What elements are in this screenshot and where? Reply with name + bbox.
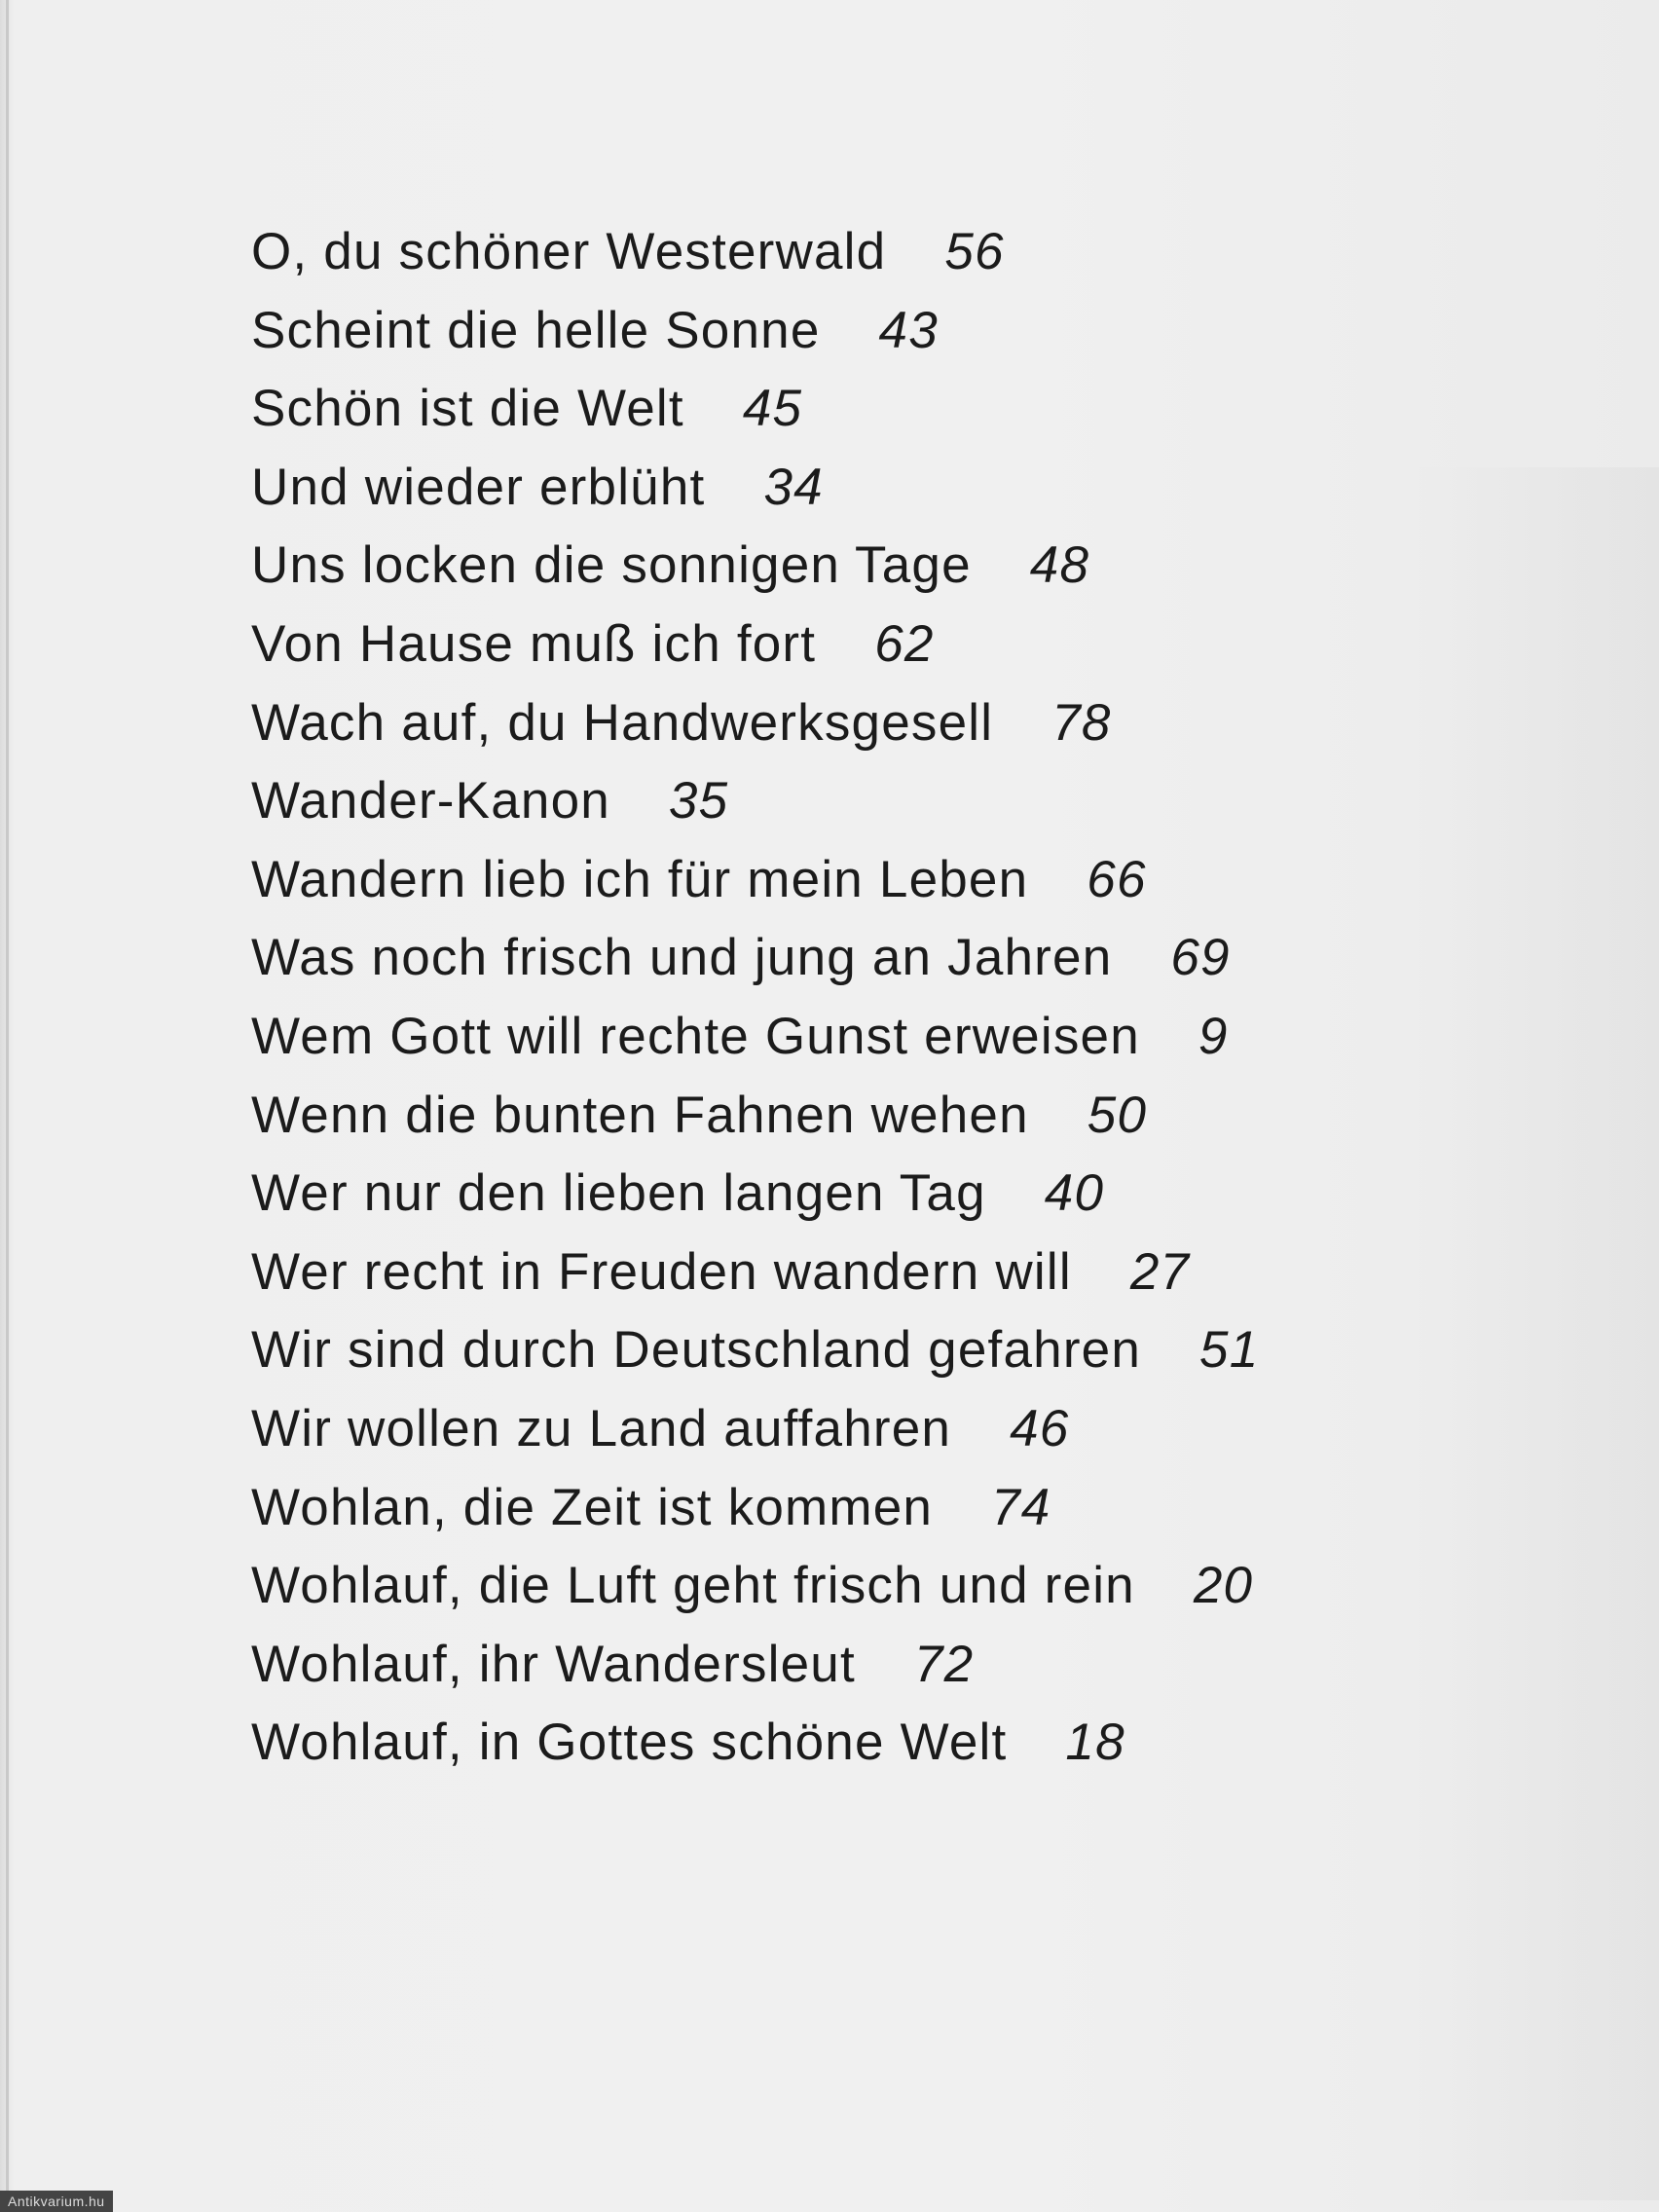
entry-page-number: 34 [763,458,824,516]
toc-entry [251,606,1259,684]
entry-title: Wohlan, die Zeit ist kommen [251,1478,934,1536]
toc-entry [251,449,1259,528]
entry-page-number: 72 [913,1635,975,1693]
toc-entry [251,292,1259,371]
toc-entry [251,1077,1259,1156]
entry-page-number: 9 [1198,1007,1229,1065]
toc-entry [251,841,1259,920]
toc-entry [251,1390,1259,1469]
toc-entry [251,1234,1259,1312]
entry-page-number: 40 [1044,1164,1105,1223]
entry-title: Wohlauf, ihr Wandersleut [251,1635,856,1693]
page-edge [6,0,9,2212]
entry-title: Scheint die helle Sonne [251,301,821,359]
entry-title: Uns locken die sonnigen Tage [251,536,972,595]
entry-page-number: 35 [668,772,729,830]
entry-page-number: 74 [991,1478,1051,1536]
toc-entry [251,998,1259,1077]
entry-page-number: 78 [1051,693,1112,752]
entry-title: Von Hause muß ich fort [251,614,817,673]
entry-title: Wohlauf, die Luft geht frisch und rein [251,1557,1135,1615]
toc-entry [251,684,1259,763]
entry-title: Schön ist die Welt [251,380,684,438]
entry-title: Wir wollen zu Land auffahren [251,1399,952,1457]
entry-page-number: 56 [944,223,1005,280]
toc-entry [251,370,1259,449]
entry-title: Wandern lieb ich für mein Leben [251,850,1029,908]
entry-page-number: 45 [742,380,803,438]
toc-entry [251,527,1259,606]
watermark-label: Antikvarium.hu [0,2191,113,2212]
entry-title: Was noch frisch und jung an Jahren [251,929,1113,987]
entry-title: Wenn die bunten Fahnen wehen [251,1086,1029,1144]
entry-page-number: 69 [1170,929,1231,987]
entry-title: Und wieder erblüht [251,458,706,516]
entry-title: Wir sind durch Deutschland gefahren [251,1321,1142,1380]
toc-entry [251,762,1259,841]
entry-page-number: 51 [1199,1321,1260,1380]
entry-title: Wer nur den lieben langen Tag [251,1164,986,1223]
entry-page-number: 48 [1029,536,1090,595]
entry-page-number: 43 [878,301,939,359]
table-of-contents [251,213,1259,1783]
entry-page-number: 62 [874,614,935,673]
toc-entry [251,213,1259,292]
toc-entry [251,1469,1259,1548]
entry-page-number: 66 [1087,850,1147,908]
entry-title: O, du schöner Westerwald [251,223,887,280]
entry-page-number: 46 [1010,1399,1070,1457]
entry-page-number: 50 [1087,1086,1148,1144]
toc-entry [251,1547,1259,1626]
show-through-shading [1416,467,1659,2200]
toc-entry [251,1311,1259,1390]
toc-entry [251,919,1259,998]
entry-title: Wach auf, du Handwerksgesell [251,693,994,752]
entry-page-number: 18 [1065,1714,1125,1772]
entry-title: Wem Gott will rechte Gunst erweisen [251,1007,1140,1065]
entry-title: Wander-Kanon [251,772,610,830]
entry-title: Wer recht in Freuden wandern will [251,1242,1072,1301]
entry-page-number: 20 [1193,1557,1254,1615]
entry-title: Wohlauf, in Gottes schöne Welt [251,1714,1008,1772]
toc-entry [251,1155,1259,1234]
entry-page-number: 27 [1129,1242,1191,1301]
toc-entry [251,1626,1259,1705]
toc-entry [251,1704,1259,1783]
